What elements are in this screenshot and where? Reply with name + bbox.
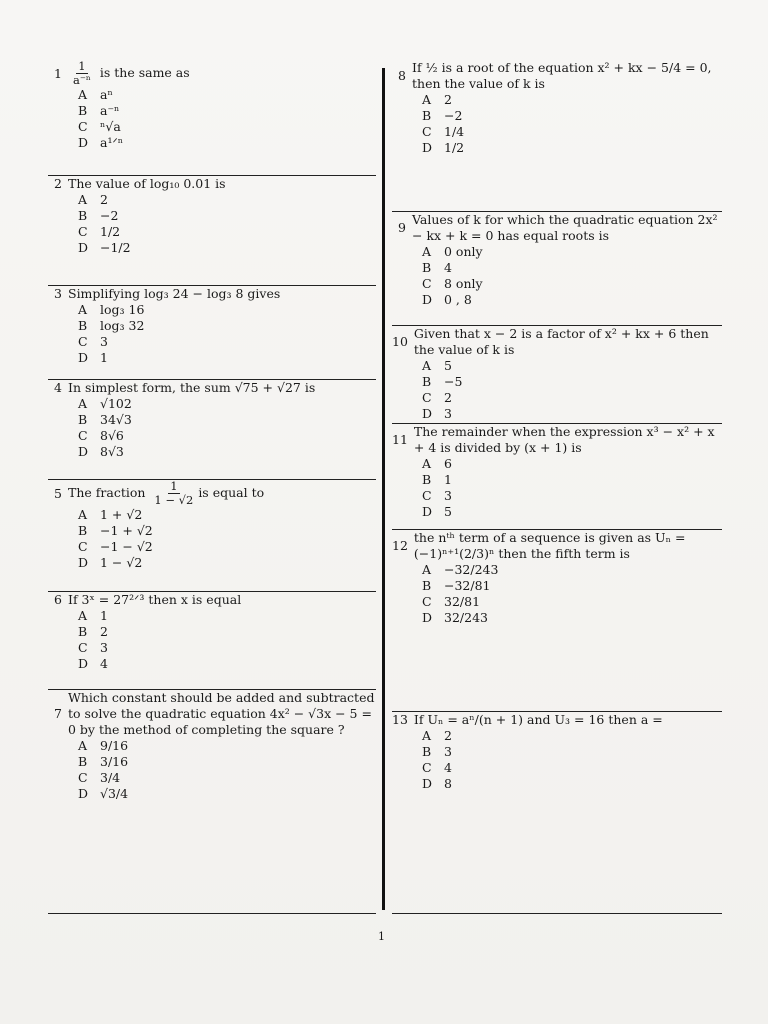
option-letter: B (78, 103, 88, 118)
option-letter: C (78, 119, 88, 134)
option-text: 32/243 (444, 610, 488, 625)
option-letter: C (78, 224, 88, 239)
question-6 (48, 592, 376, 690)
answer-option[interactable] (392, 390, 722, 406)
question-text-pre: Which constant should be added and subtracted to solve the quadratic equation 4x² − √3x − 5 = 0 by the method of completing the square ? (68, 690, 375, 737)
option-letter: D (422, 504, 433, 519)
question-number: 6 (54, 592, 62, 607)
answer-option[interactable] (392, 244, 722, 260)
option-text: 2 (100, 624, 108, 639)
question-9 (392, 212, 722, 326)
question-fraction (71, 60, 93, 87)
option-text: log₃ 16 (100, 302, 145, 317)
option-letter: A (78, 87, 88, 102)
answer-option[interactable] (392, 456, 722, 472)
answer-option[interactable] (48, 738, 376, 754)
question-text (68, 690, 376, 738)
option-text: 2 (444, 728, 452, 743)
answer-option[interactable] (48, 87, 376, 103)
option-letter: A (78, 738, 88, 753)
answer-option[interactable] (392, 578, 722, 594)
option-text: 1/2 (444, 140, 465, 155)
question-text-pre: In simplest form, the sum √75 + √27 is (68, 380, 316, 395)
answer-option[interactable] (48, 555, 376, 571)
answer-option[interactable] (392, 744, 722, 760)
option-letter: B (78, 318, 88, 333)
option-text: 4 (444, 760, 452, 775)
option-letter: D (422, 610, 433, 625)
option-letter: D (422, 140, 433, 155)
answer-option[interactable] (392, 776, 722, 792)
answer-option[interactable] (48, 119, 376, 135)
question-text-pre: If Uₙ = aⁿ/(n + 1) and U₃ = 16 then a = (413, 712, 663, 727)
option-letter: A (422, 562, 432, 577)
answer-option[interactable] (48, 539, 376, 555)
option-letter: A (78, 302, 88, 317)
option-letter: C (78, 334, 88, 349)
answer-option[interactable] (48, 192, 376, 208)
question-number: 2 (54, 176, 62, 191)
option-text: 3 (100, 334, 108, 349)
answer-option[interactable] (48, 770, 376, 786)
option-letter: D (78, 350, 89, 365)
question-stem (392, 712, 722, 728)
question-number: 4 (54, 380, 62, 395)
option-text: −5 (444, 374, 463, 389)
option-letter: C (78, 640, 88, 655)
question-stem (392, 212, 722, 244)
question-number: 13 (392, 712, 408, 727)
question-5 (48, 480, 376, 592)
option-letter: C (78, 770, 88, 785)
question-number: 5 (54, 485, 62, 501)
option-text: 1 − √2 (100, 555, 143, 570)
option-text: 8√6 (100, 428, 124, 443)
answer-option[interactable] (392, 260, 722, 276)
option-letter: B (422, 472, 432, 487)
option-text: 8 (444, 776, 452, 791)
fraction-numerator: 1 (78, 59, 86, 73)
option-letter: A (78, 192, 88, 207)
question-stem (392, 60, 722, 92)
answer-option[interactable] (48, 428, 376, 444)
option-text: 4 (100, 656, 108, 671)
answer-option[interactable] (48, 507, 376, 523)
answer-option[interactable] (48, 396, 376, 412)
option-text: 5 (444, 358, 452, 373)
option-text: −1 − √2 (100, 539, 153, 554)
answer-option[interactable] (48, 608, 376, 624)
option-text: 3 (444, 488, 452, 503)
fraction-denominator: 1 − √2 (154, 493, 194, 507)
option-text: −32/81 (444, 578, 491, 593)
option-text: 5 (444, 504, 452, 519)
option-text: −2 (100, 208, 119, 223)
question-text-pre: The remainder when the expression x³ − x² + x + 4 is divided by (x + 1) is (413, 424, 715, 455)
option-letter: C (422, 276, 432, 291)
option-text: √102 (100, 396, 132, 411)
answer-option[interactable] (48, 786, 376, 802)
option-text: 1 (100, 350, 108, 365)
answer-option[interactable] (48, 135, 376, 151)
question-stem (48, 592, 376, 608)
option-letter: A (422, 92, 432, 107)
option-letter: D (78, 786, 89, 801)
option-text: 3/4 (100, 770, 121, 785)
answer-option[interactable] (392, 594, 722, 610)
fraction-denominator: a⁻ⁿ (73, 73, 91, 87)
question-stem (48, 176, 376, 192)
answer-option[interactable] (48, 240, 376, 256)
question-text-post: is the same as (95, 65, 190, 80)
option-letter: C (422, 594, 432, 609)
question-stem (48, 286, 376, 302)
question-number: 9 (398, 220, 406, 235)
option-letter: B (422, 578, 432, 593)
answer-option[interactable] (392, 760, 722, 776)
answer-option[interactable] (392, 292, 722, 308)
option-text: aⁿ (100, 87, 113, 102)
question-8 (392, 60, 722, 212)
option-letter: B (78, 523, 88, 538)
option-letter: A (78, 396, 88, 411)
option-text: 3 (444, 744, 452, 759)
option-text: a¹ᐟⁿ (100, 135, 124, 150)
answer-option[interactable] (392, 406, 722, 422)
answer-option[interactable] (48, 224, 376, 240)
option-letter: A (78, 507, 88, 522)
answer-option[interactable] (392, 140, 722, 156)
option-text: a⁻ⁿ (100, 103, 120, 118)
option-text: ⁿ√a (100, 119, 121, 134)
answer-option[interactable] (392, 108, 722, 124)
option-letter: C (78, 539, 88, 554)
question-4 (48, 380, 376, 480)
option-text: −1 + √2 (100, 523, 153, 538)
option-text: 2 (100, 192, 108, 207)
question-stem (48, 480, 376, 507)
question-fraction (152, 480, 195, 507)
option-letter: C (422, 488, 432, 503)
question-number: 11 (392, 432, 408, 447)
option-text: −32/243 (444, 562, 499, 577)
option-letter: D (422, 406, 433, 421)
option-text: 32/81 (444, 594, 481, 609)
answer-option[interactable] (392, 488, 722, 504)
option-text: √3/4 (100, 786, 129, 801)
answer-option[interactable] (48, 624, 376, 640)
answer-option[interactable] (48, 754, 376, 770)
question-text (68, 592, 376, 608)
option-text: 1 (100, 608, 108, 623)
answer-option[interactable] (48, 302, 376, 318)
option-letter: A (422, 456, 432, 471)
option-text: 3 (444, 406, 452, 421)
option-text: 1 (444, 472, 452, 487)
question-stem (48, 690, 376, 738)
question-2 (48, 176, 376, 286)
option-letter: B (78, 208, 88, 223)
question-number: 10 (392, 334, 408, 349)
question-13 (392, 712, 722, 914)
option-text: 2 (444, 390, 452, 405)
question-text-pre: Simplifying log₃ 24 − log₃ 8 gives (68, 286, 281, 301)
question-stem (48, 380, 376, 396)
option-letter: A (422, 244, 432, 259)
question-stem (392, 530, 722, 562)
question-number: 1 (54, 65, 62, 81)
page-number: 1 (378, 930, 385, 943)
answer-option[interactable] (392, 504, 722, 520)
option-text: 3 (100, 640, 108, 655)
option-letter: B (78, 754, 88, 769)
question-text-pre: If ½ is a root of the equation x² + kx − 5/4 = 0, then the value of k is (412, 60, 712, 91)
option-letter: D (78, 135, 89, 150)
question-text-post: is equal to (198, 485, 265, 500)
option-text: 9/16 (100, 738, 129, 753)
question-text-pre: The value of log₁₀ 0.01 is (68, 176, 226, 191)
option-letter: D (422, 292, 433, 307)
option-letter: D (78, 444, 89, 459)
answer-option[interactable] (392, 124, 722, 140)
answer-option[interactable] (48, 208, 376, 224)
question-1 (48, 60, 376, 176)
question-number: 12 (392, 538, 408, 553)
question-text-pre: the nᵗʰ term of a sequence is given as Uₙ = (−1)ⁿ⁺¹(2/3)ⁿ then the fifth term is (413, 530, 686, 561)
question-stem (48, 60, 376, 87)
answer-option[interactable] (48, 444, 376, 460)
question-3 (48, 286, 376, 380)
option-letter: B (422, 260, 432, 275)
question-number: 8 (398, 68, 406, 83)
option-text: 6 (444, 456, 452, 471)
option-text: 8√3 (100, 444, 124, 459)
option-text: 3/16 (100, 754, 129, 769)
question-text (68, 286, 376, 302)
option-text: 34√3 (100, 412, 132, 427)
option-letter: C (422, 124, 432, 139)
option-text: 1 + √2 (100, 507, 143, 522)
question-text (412, 212, 722, 244)
answer-option[interactable] (48, 334, 376, 350)
question-text-pre: The fraction (68, 485, 150, 500)
column-divider (382, 68, 385, 910)
option-letter: C (422, 760, 432, 775)
answer-option[interactable] (392, 562, 722, 578)
question-10 (392, 326, 722, 424)
option-letter: D (78, 240, 89, 255)
question-stem (392, 424, 722, 456)
option-letter: D (78, 555, 89, 570)
question-text-pre: If 3ˣ = 27²ᐟ³ then x is equal (68, 592, 242, 607)
answer-option[interactable] (392, 92, 722, 108)
option-text: 0 , 8 (444, 292, 472, 307)
question-number: 3 (54, 286, 62, 301)
option-letter: A (78, 608, 88, 623)
option-text: 8 only (444, 276, 483, 291)
answer-option[interactable] (392, 276, 722, 292)
option-text: 4 (444, 260, 452, 275)
question-7 (48, 690, 376, 914)
answer-option[interactable] (392, 374, 722, 390)
question-11 (392, 424, 722, 530)
option-text: 2 (444, 92, 452, 107)
answer-option[interactable] (48, 350, 376, 366)
answer-option[interactable] (392, 472, 722, 488)
question-text (412, 60, 722, 92)
question-text (414, 530, 722, 562)
fraction-numerator: 1 (170, 479, 178, 493)
question-text (68, 380, 376, 396)
answer-option[interactable] (392, 358, 722, 374)
option-text: 0 only (444, 244, 483, 259)
option-text: 1/4 (444, 124, 465, 139)
question-text-pre: Given that x − 2 is a factor of x² + kx + 6 then the value of k is (413, 326, 709, 357)
left-column (48, 60, 376, 914)
option-text: −2 (444, 108, 463, 123)
option-letter: B (422, 744, 432, 759)
question-text (414, 326, 722, 358)
question-stem (392, 326, 722, 358)
option-letter: A (422, 358, 432, 373)
answer-option[interactable] (48, 523, 376, 539)
question-12 (392, 530, 722, 712)
option-letter: D (422, 776, 433, 791)
question-text-pre: Values of k for which the quadratic equation 2x² − kx + k = 0 has equal roots is (412, 212, 718, 243)
question-text (68, 176, 376, 192)
answer-option[interactable] (392, 728, 722, 744)
question-text (414, 424, 722, 456)
option-letter: C (422, 390, 432, 405)
option-text: log₃ 32 (100, 318, 145, 333)
answer-option[interactable] (48, 656, 376, 672)
answer-option[interactable] (48, 318, 376, 334)
question-text (414, 712, 722, 728)
question-text (68, 60, 376, 87)
option-letter: A (422, 728, 432, 743)
answer-option[interactable] (48, 640, 376, 656)
answer-option[interactable] (392, 610, 722, 626)
question-number: 7 (54, 706, 62, 721)
option-letter: C (78, 428, 88, 443)
option-letter: B (422, 374, 432, 389)
option-text: −1/2 (100, 240, 131, 255)
right-column (392, 60, 722, 914)
option-letter: B (422, 108, 432, 123)
answer-option[interactable] (48, 103, 376, 119)
option-text: 1/2 (100, 224, 121, 239)
option-letter: D (78, 656, 89, 671)
question-text (68, 480, 376, 507)
answer-option[interactable] (48, 412, 376, 428)
option-letter: B (78, 412, 88, 427)
option-letter: B (78, 624, 88, 639)
